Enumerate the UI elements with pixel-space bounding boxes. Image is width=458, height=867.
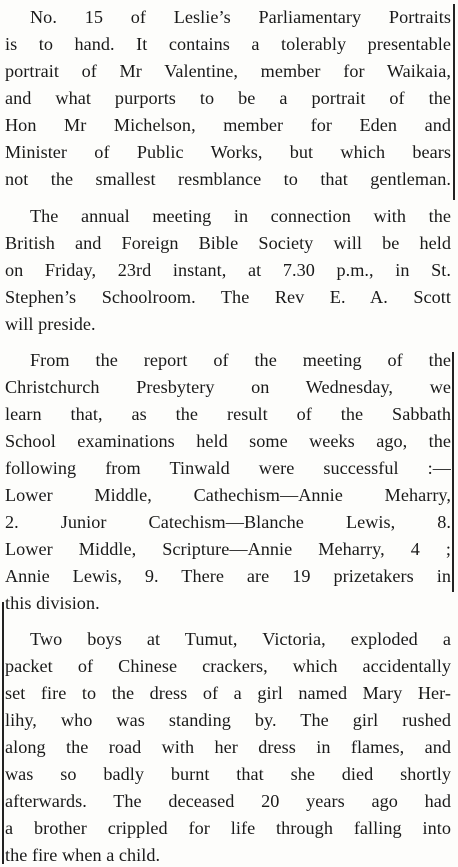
article-line: Lower Middle, Scripture—Annie Meharry, 4 ; (5, 539, 451, 559)
article-line: and what purports to be a portrait of the (5, 88, 451, 108)
article-line: 2. Junior Catechism—Blanche Lewis, 8. (5, 512, 451, 532)
article-line: School examinations held some weeks ago, the (5, 431, 451, 451)
article-line: will preside. (5, 314, 96, 334)
article-line: British and Foreign Bible Society will be held (5, 233, 451, 253)
article-line: the fire when a child. (5, 845, 161, 865)
article-line: on Friday, 23rd instant, at 7.30 p.m., in St. (5, 260, 451, 280)
article-line: Annie Lewis, 9. There are 19 prizetakers in (5, 566, 451, 586)
article-line: lihy, who was standing by. The girl rushed (5, 710, 451, 730)
article-line: along the road with her dress in flames, and (5, 737, 451, 757)
article-line: set fire to the dress of a girl named Mary Her- (5, 683, 451, 703)
article-line: The annual meeting in connection with the (30, 206, 451, 226)
article-line: not the smallest resmblance to that gentleman. (5, 169, 451, 189)
article-line: Christchurch Presbytery on Wednesday, we (5, 377, 451, 397)
article-line: a brother crippled for life through falling into (5, 818, 451, 838)
article-line: following from Tinwald were successful :— (5, 458, 451, 478)
article-line: afterwards. The deceased 20 years ago had (5, 791, 451, 811)
article-line: Lower Middle, Cathechism—Annie Meharry, (5, 485, 451, 505)
article-line: From the report of the meeting of the (30, 350, 451, 370)
article-line: No. 15 of Leslie’s Parliamentary Portraits (30, 7, 451, 27)
column-rule-top-right (453, 4, 455, 200)
column-rule-middle-right (452, 352, 454, 592)
article-line: portrait of Mr Valentine, member for Waikaia, (5, 61, 451, 81)
article-line: Stephen’s Schoolroom. The Rev E. A. Scott (5, 287, 451, 307)
article-line: packet of Chinese crackers, which accidentally (5, 656, 451, 676)
article-line: Minister of Public Works, but which bears (5, 142, 451, 162)
article-line: Hon Mr Michelson, member for Eden and (5, 115, 451, 135)
article-line: is to hand. It contains a tolerably presentable (5, 34, 451, 54)
article-line: Two boys at Tumut, Victoria, exploded a (30, 629, 451, 649)
column-rule-bottom-left (2, 602, 4, 864)
article-line: was so badly burnt that she died shortly (5, 764, 451, 784)
article-line: this division. (5, 593, 100, 613)
article-line: learn that, as the result of the Sabbath (5, 404, 451, 424)
